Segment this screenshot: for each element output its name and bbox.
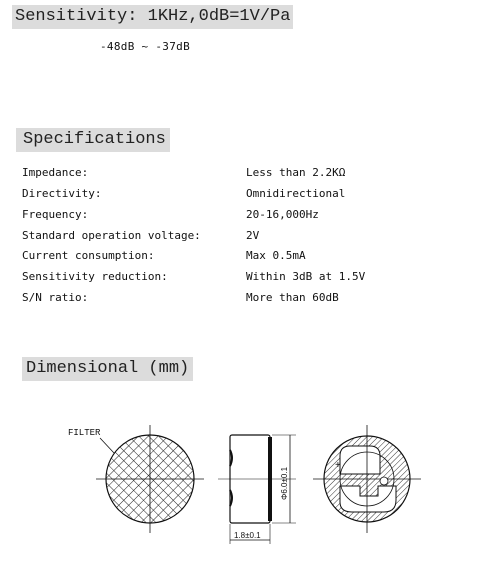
spec-value: Within 3dB at 1.5V bbox=[246, 270, 366, 283]
dimensional-header: Dimensional (mm) bbox=[22, 357, 193, 381]
spec-value: Omnidirectional bbox=[246, 187, 346, 200]
spec-label: Directivity: bbox=[22, 187, 102, 200]
spec-value: Less than 2.2KΩ bbox=[246, 166, 346, 179]
spec-label: Sensitivity reduction: bbox=[22, 270, 168, 283]
spec-label: Frequency: bbox=[22, 208, 89, 221]
rear-view bbox=[313, 425, 421, 533]
spec-label: S/N ratio: bbox=[22, 291, 89, 304]
sensitivity-header: Sensitivity: 1KHz,0dB=1V/Pa bbox=[12, 5, 293, 29]
height-label: 1.8±0.1 bbox=[234, 531, 261, 540]
filter-label: FILTER bbox=[68, 428, 101, 438]
spec-value: Max 0.5mA bbox=[246, 249, 306, 262]
sensitivity-range: -48dB ~ -37dB bbox=[100, 40, 190, 53]
spec-label: Current consumption: bbox=[22, 249, 155, 262]
spec-value: More than 60dB bbox=[246, 291, 339, 304]
side-view bbox=[218, 435, 296, 544]
spec-label: Standard operation voltage: bbox=[22, 229, 201, 242]
spec-value: 20-16,000Hz bbox=[246, 208, 319, 221]
diameter-label: Φ6.0±0.1 bbox=[280, 466, 289, 500]
spec-label: Impedance: bbox=[22, 166, 89, 179]
spec-value: 2V bbox=[246, 229, 260, 242]
front-view bbox=[68, 425, 204, 533]
specifications-header: Specifications bbox=[16, 128, 170, 152]
plus-label: + bbox=[335, 460, 341, 471]
